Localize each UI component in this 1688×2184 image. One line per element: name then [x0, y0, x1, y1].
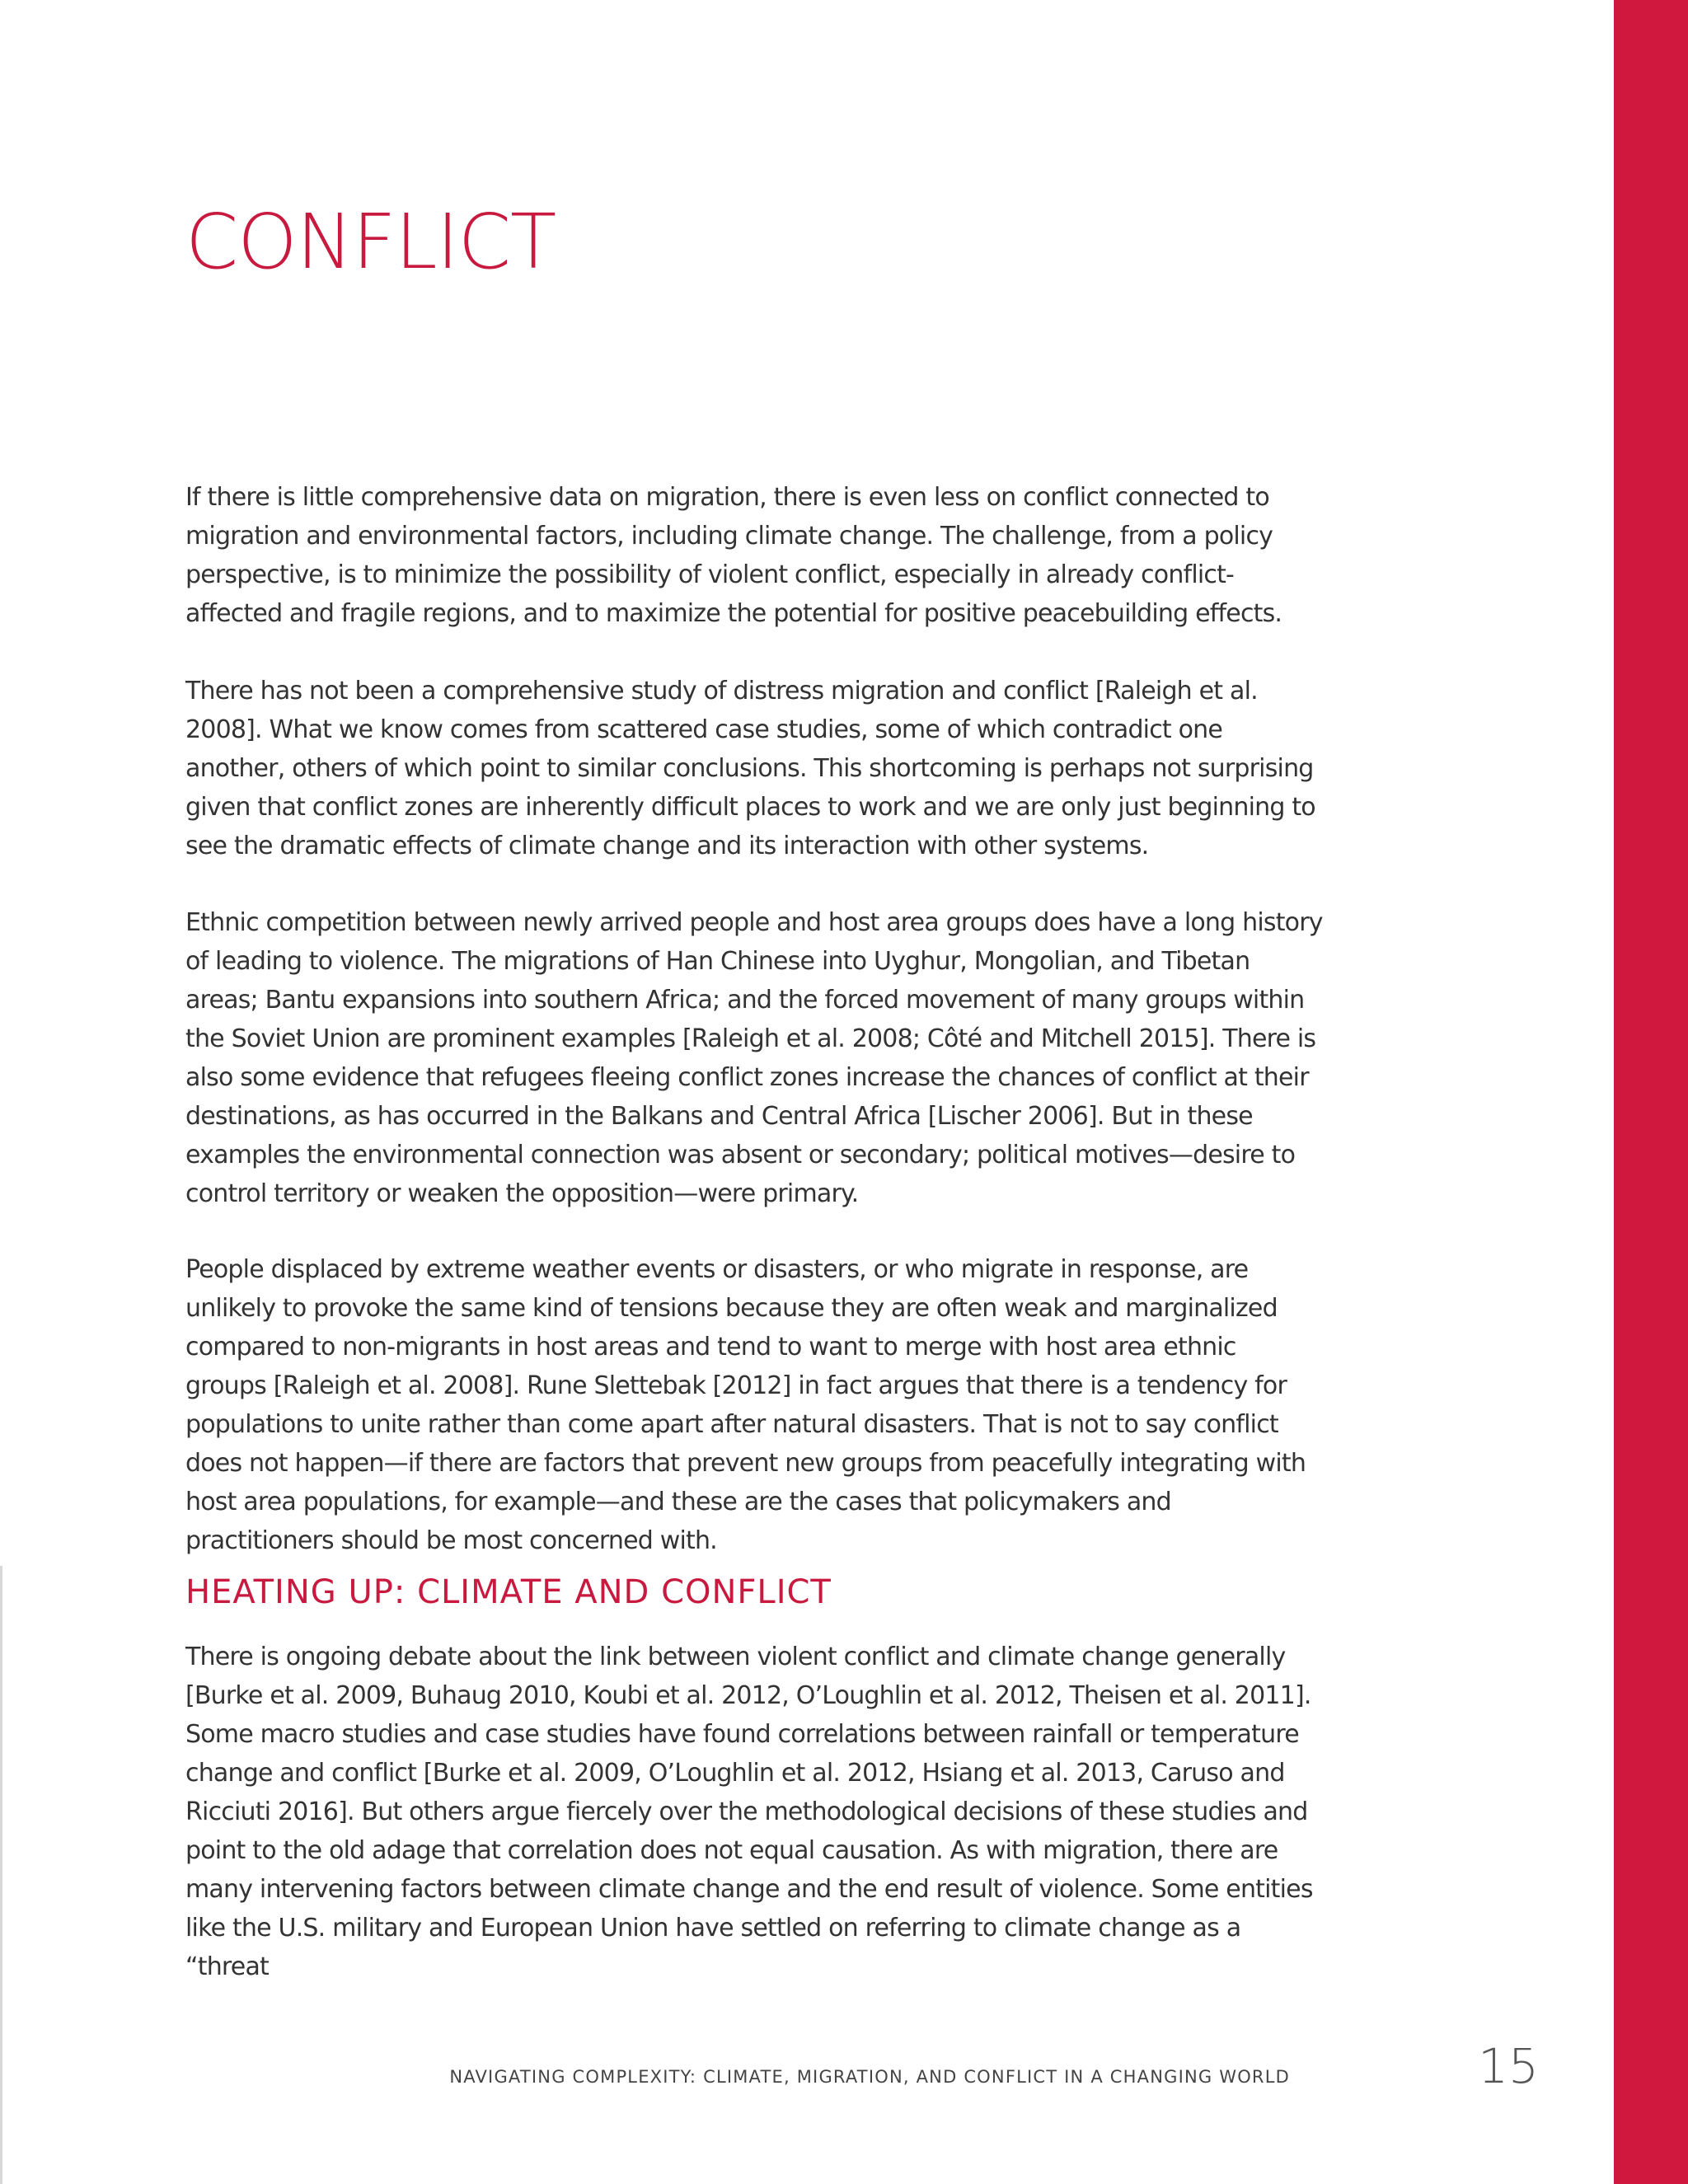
accent-side-bar [1614, 0, 1688, 2184]
page-number: 15 [1478, 2038, 1539, 2094]
footer-running-title: NAVIGATING COMPLEXITY: CLIMATE, MIGRATION, AND CONFLICT IN A CHANGING WORLD [449, 2067, 1290, 2087]
section-heading: HEATING UP: CLIMATE AND CONFLICT [185, 1573, 832, 1611]
body-paragraph-3: Ethnic competition between newly arrived people and host area groups does have a long history of leading to violence. The migrations of Han Chinese into Uyghur, Mongolian, and Tibetan areas; Bantu expansions into southern Africa; and the forced movement of many groups within the Soviet Union are prominent examples [Raleigh et al. 2008; Côté and Mitchell 2015]. There is also some evidence that refugees fleeing conflict zones increase the chances of conflict at their destinations, as has occurred in the Balkans and Central Africa [Lischer 2006]. But in these examples the environmental connection was absent or secondary; political motives—desire to control territory or weaken the opposition—were primary. [185, 908, 1323, 1208]
body-paragraph-4: People displaced by extreme weather events or disasters, or who migrate in response, are unlikely to provoke the same kind of tensions because they are often weak and marginalized compared to non-migrants in host areas and tend to want to merge with host area ethnic groups [Raleigh et al. 2008]. Rune Slettebak [2012] in fact argues that there is a tendency for populations to unite rather than come apart after natural disasters. That is not to say conflict does not happen—if there are factors that prevent new groups from peacefully integrating with host area populations, for example—and these are the cases that policymakers and practitioners should be most concerned with. [185, 1255, 1306, 1555]
body-paragraph-1: If there is little comprehensive data on migration, there is even less on conflict connected to migration and environmental factors, including climate change. The challenge, from a policy perspective, is to minimize the possibility of violent conflict, especially in already conflict-affected and fragile regions, and to maximize the potential for positive peacebuilding effects. [185, 483, 1282, 628]
body-paragraph-2: There has not been a comprehensive study of distress migration and conflict [Raleigh et al. 2008]. What we know comes from scattered case studies, some of which contradict one another, others of which point to similar conclusions. This shortcoming is perhaps not surprising given that conflict zones are inherently difficult places to work and we are only just beginning to see the dramatic effects of climate change and its interaction with other systems. [185, 677, 1315, 860]
body-paragraph-5: There is ongoing debate about the link between violent conflict and climate change generally [Burke et al. 2009, Buhaug 2010, Koubi et al. 2012, O’Loughlin et al. 2012, Theisen et al. 2011]. Some macro studies and case studies have found correlations between rainfall or temperature change and conflict [Burke et al. 2009, O’Loughlin et al. 2012, Hsiang et al. 2013, Caruso and Ricciuti 2016]. But others argue fiercely over the methodological decisions of these studies and point to the old adage that correlation does not equal causation. As with migration, there are many intervening factors between climate change and the end result of violence. Some entities like the U.S. military and European Union have settled on referring to climate change as a “threat [185, 1643, 1313, 1981]
page-title: CONFLICT [185, 198, 556, 286]
page-edge-shadow [0, 1566, 2, 2184]
